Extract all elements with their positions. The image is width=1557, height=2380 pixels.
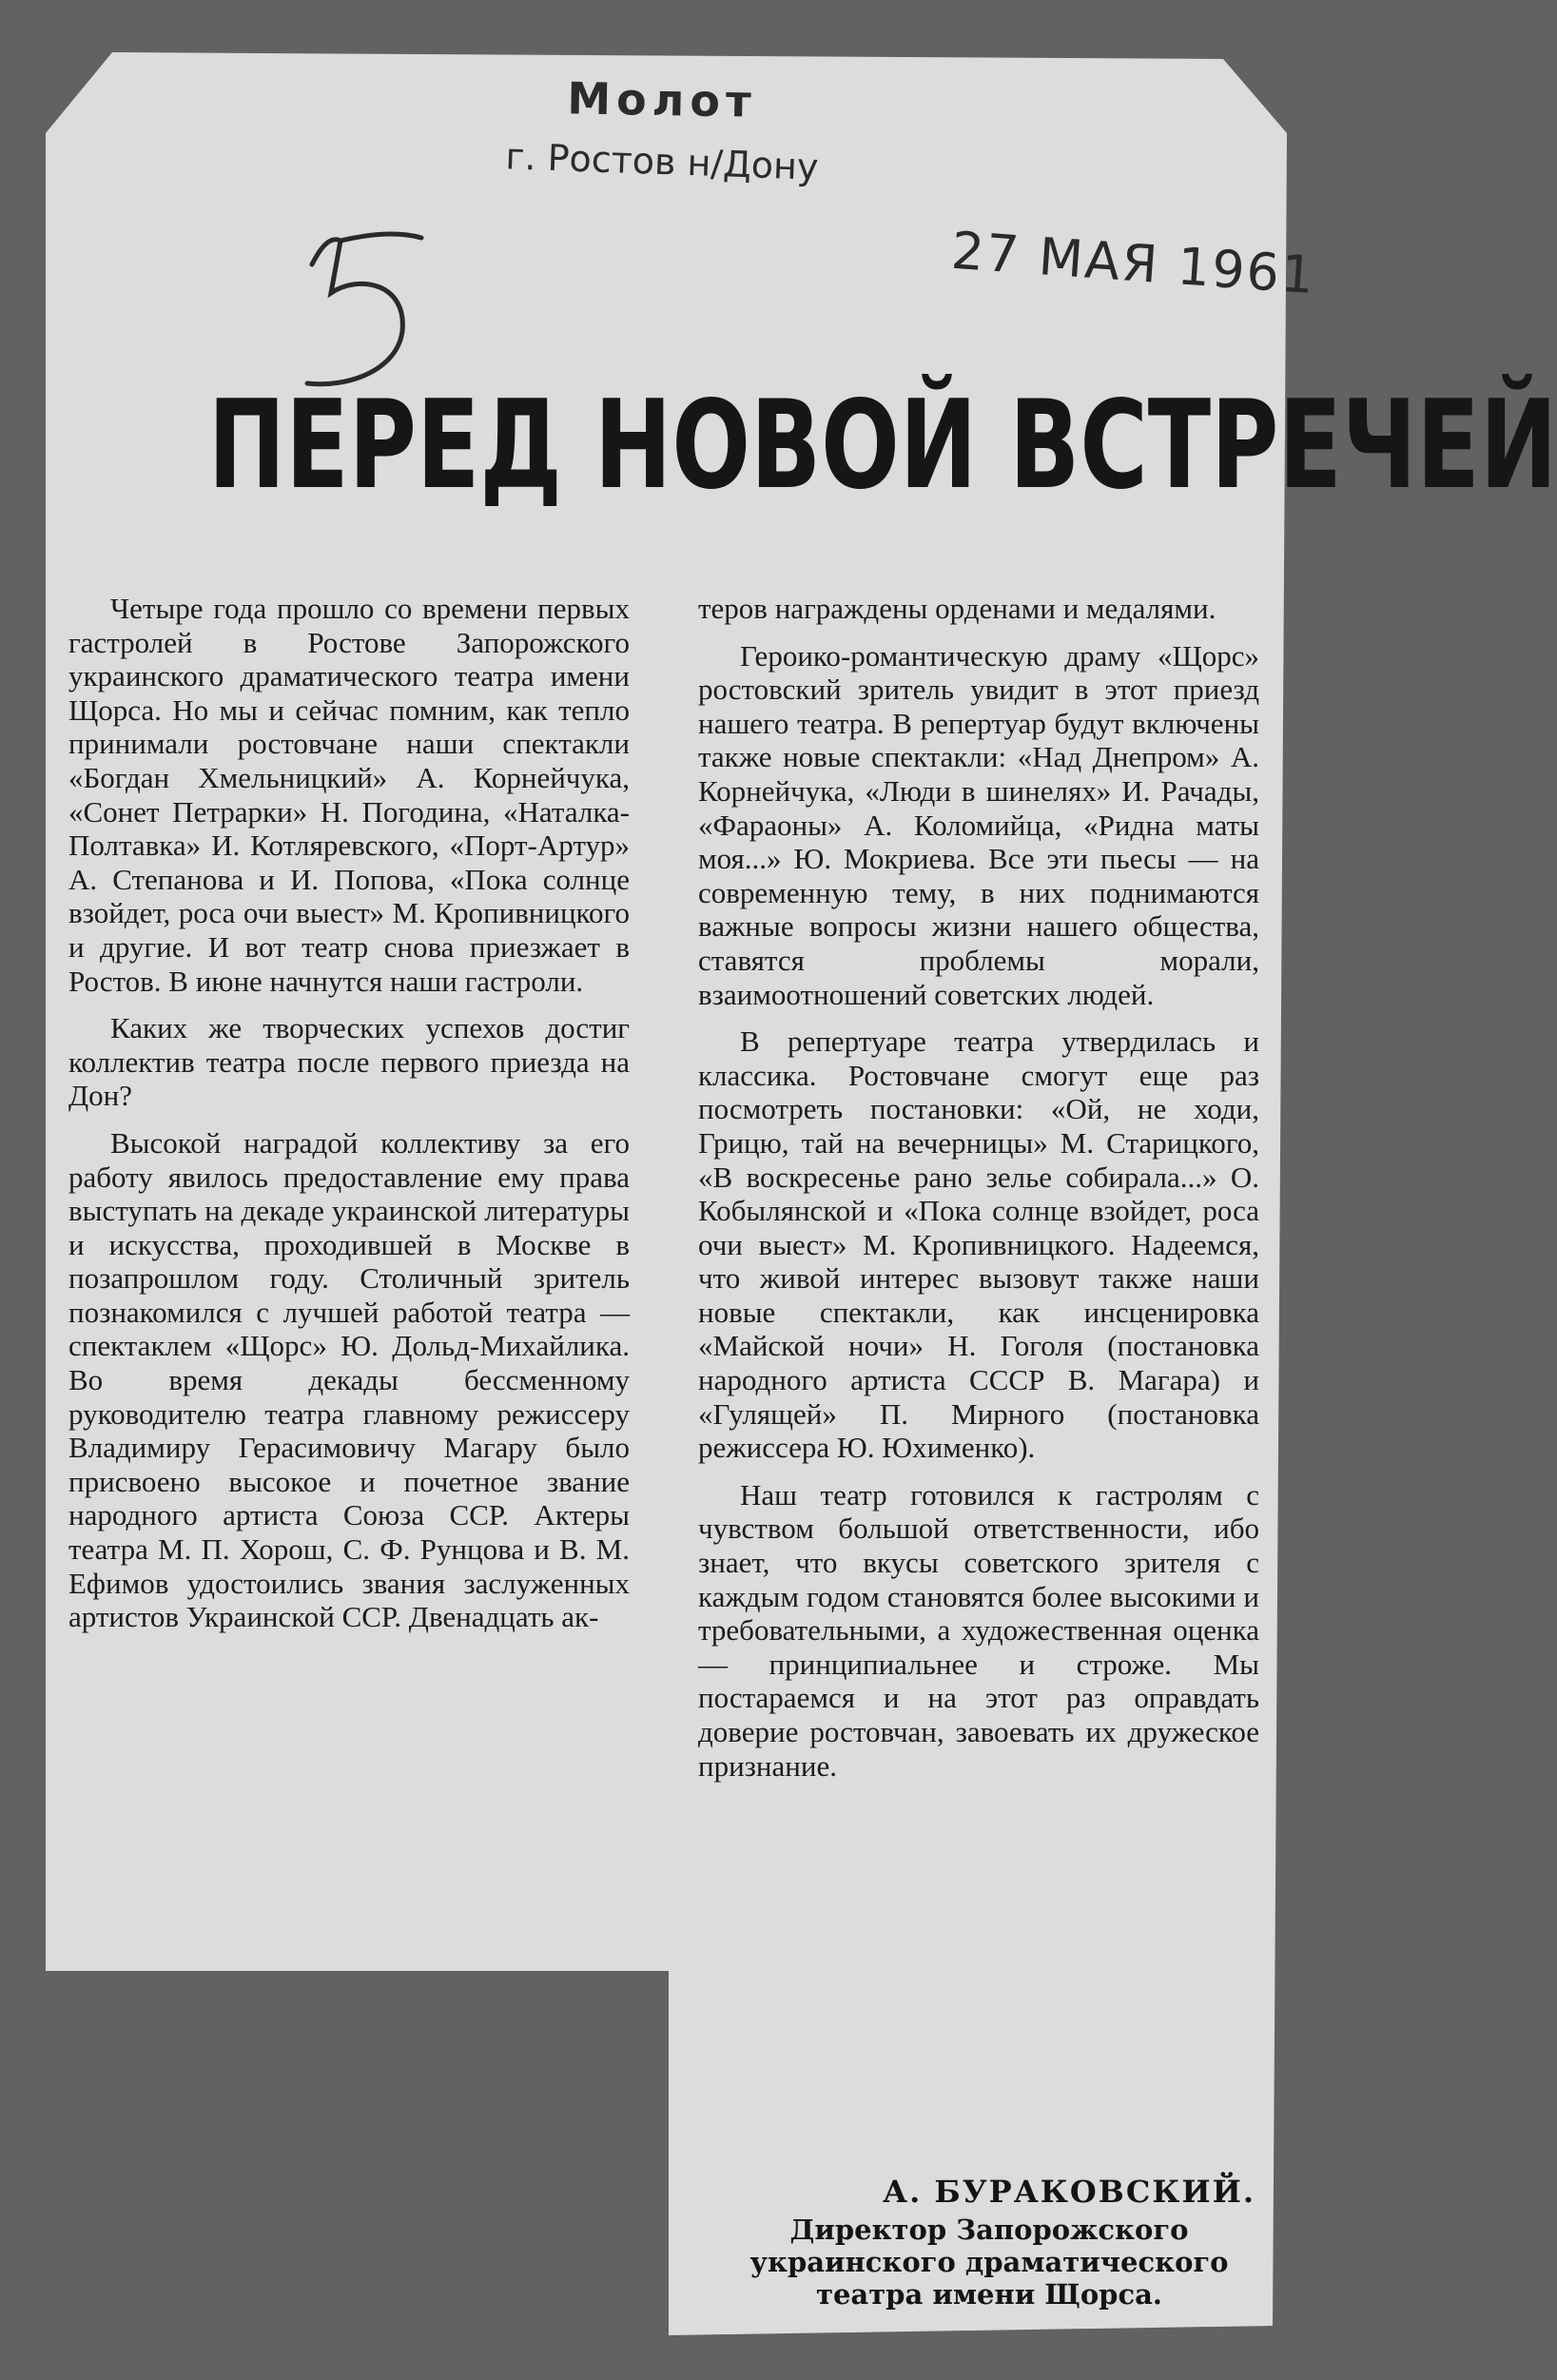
author-title: Директор Запорожского украинского драматического театра имени Щорса. xyxy=(749,2214,1229,2311)
newspaper-city: г. Ростов н/Дону xyxy=(504,135,820,188)
paragraph: Наш театр готовился к гастролям с чувством большой ответственности, ибо знает, что вкусы советского зрителя с каждым годом становятся более высокими и требовательными, а художественная оценка — принципиальнее и строже. Мы постараемся и на этот раз оправдать доверие ростовчан, завоевать их дружеское признание. xyxy=(698,1477,1259,1783)
paragraph: В репертуаре театра утвердилась и классика. Ростовчане смогут еще раз посмотреть постановки: «Ой, не ходи, Грицю, тай на вечерницы» М. Старицкого, «В воскресенье рано зелье собирала...» О. Кобылянской и «Пока солнце взойдет, роса очи выест» М. Кропивницкого. Надеемся, что живой интерес вызовут также наши новые спектакли, как инсценировка «Майской ночи» Н. Гоголя (постановка народного артиста СССР В. Магара) и «Гулящей» П. Мирного (постановка режиссера Ю. Юхименко). xyxy=(698,1024,1259,1465)
article-right-column xyxy=(698,592,1259,1796)
article-left-column xyxy=(68,592,630,1648)
paragraph: Высокой наградой коллективу за его работу явилось предоставление ему права выступать на декаде украинской литературы и искусства, проходившей в Москве в позапрошлом году. Столичный зритель познакомился с лучшей работой театра — спектаклем «Щорс» Ю. Дольд-Михайлика. Во время декады бессменному руководителю театра главному режиссеру Владимиру Герасимовичу Магару было присвоено высокое и почетное звание народного артиста Союза ССР. Актеры театра М. П. Хорош, С. Ф. Рунцова и В. М. Ефимов удостоились звания заслуженных артистов Украинской ССР. Двенадцать ак- xyxy=(68,1125,630,1634)
newspaper-name: Молот xyxy=(566,72,758,127)
paragraph: Каких же творческих успехов достиг коллектив театра после первого приезда на Дон? xyxy=(68,1011,630,1113)
article-headline: ПЕРЕД НОВОЙ ВСТРЕЧЕЙ xyxy=(207,375,1557,517)
author-signature xyxy=(723,2174,1255,2311)
paragraph-continuation: теров награждены орденами и медалями. xyxy=(698,592,1216,625)
author-name: А. БУРАКОВСКИЙ. xyxy=(883,2174,1255,2210)
paragraph: Четыре года прошло со времени первых гастролей в Ростове Запорожского украинского драматического театра имени Щорса. Но мы и сейчас помним, как тепло принимали ростовчане наши спектакли «Богдан Хмельницкий» А. Корнейчука, «Сонет Петрарки» Н. Погодина, «Наталка-Полтавка» И. Котляревского, «Порт-Артур» А. Степанова и И. Попова, «Пока солнце взойдет, роса очи выест» М. Кропивницкого и другие. И вот театр снова приезжает в Ростов. В июне начнутся наши гастроли. xyxy=(68,592,630,998)
handwritten-number-mark xyxy=(302,226,426,398)
date-stamp: 27 МАЯ 1961 xyxy=(949,220,1318,306)
paragraph: Героико-романтическую драму «Щорс» ростовский зритель увидит в этот приезд нашего театра. В репертуар будут включены также новые спектакли: «Над Днепром» А. Корнейчука, «Люди в шинелях» И. Рачады, «Фараоны» А. Коломийца, «Ридна маты моя...» Ю. Мокриева. Все эти пьесы — на современную тему, в них поднимаются важные вопросы жизни нашего общества, ставятся проблемы морали, взаимоотношений советских людей. xyxy=(698,638,1259,1011)
